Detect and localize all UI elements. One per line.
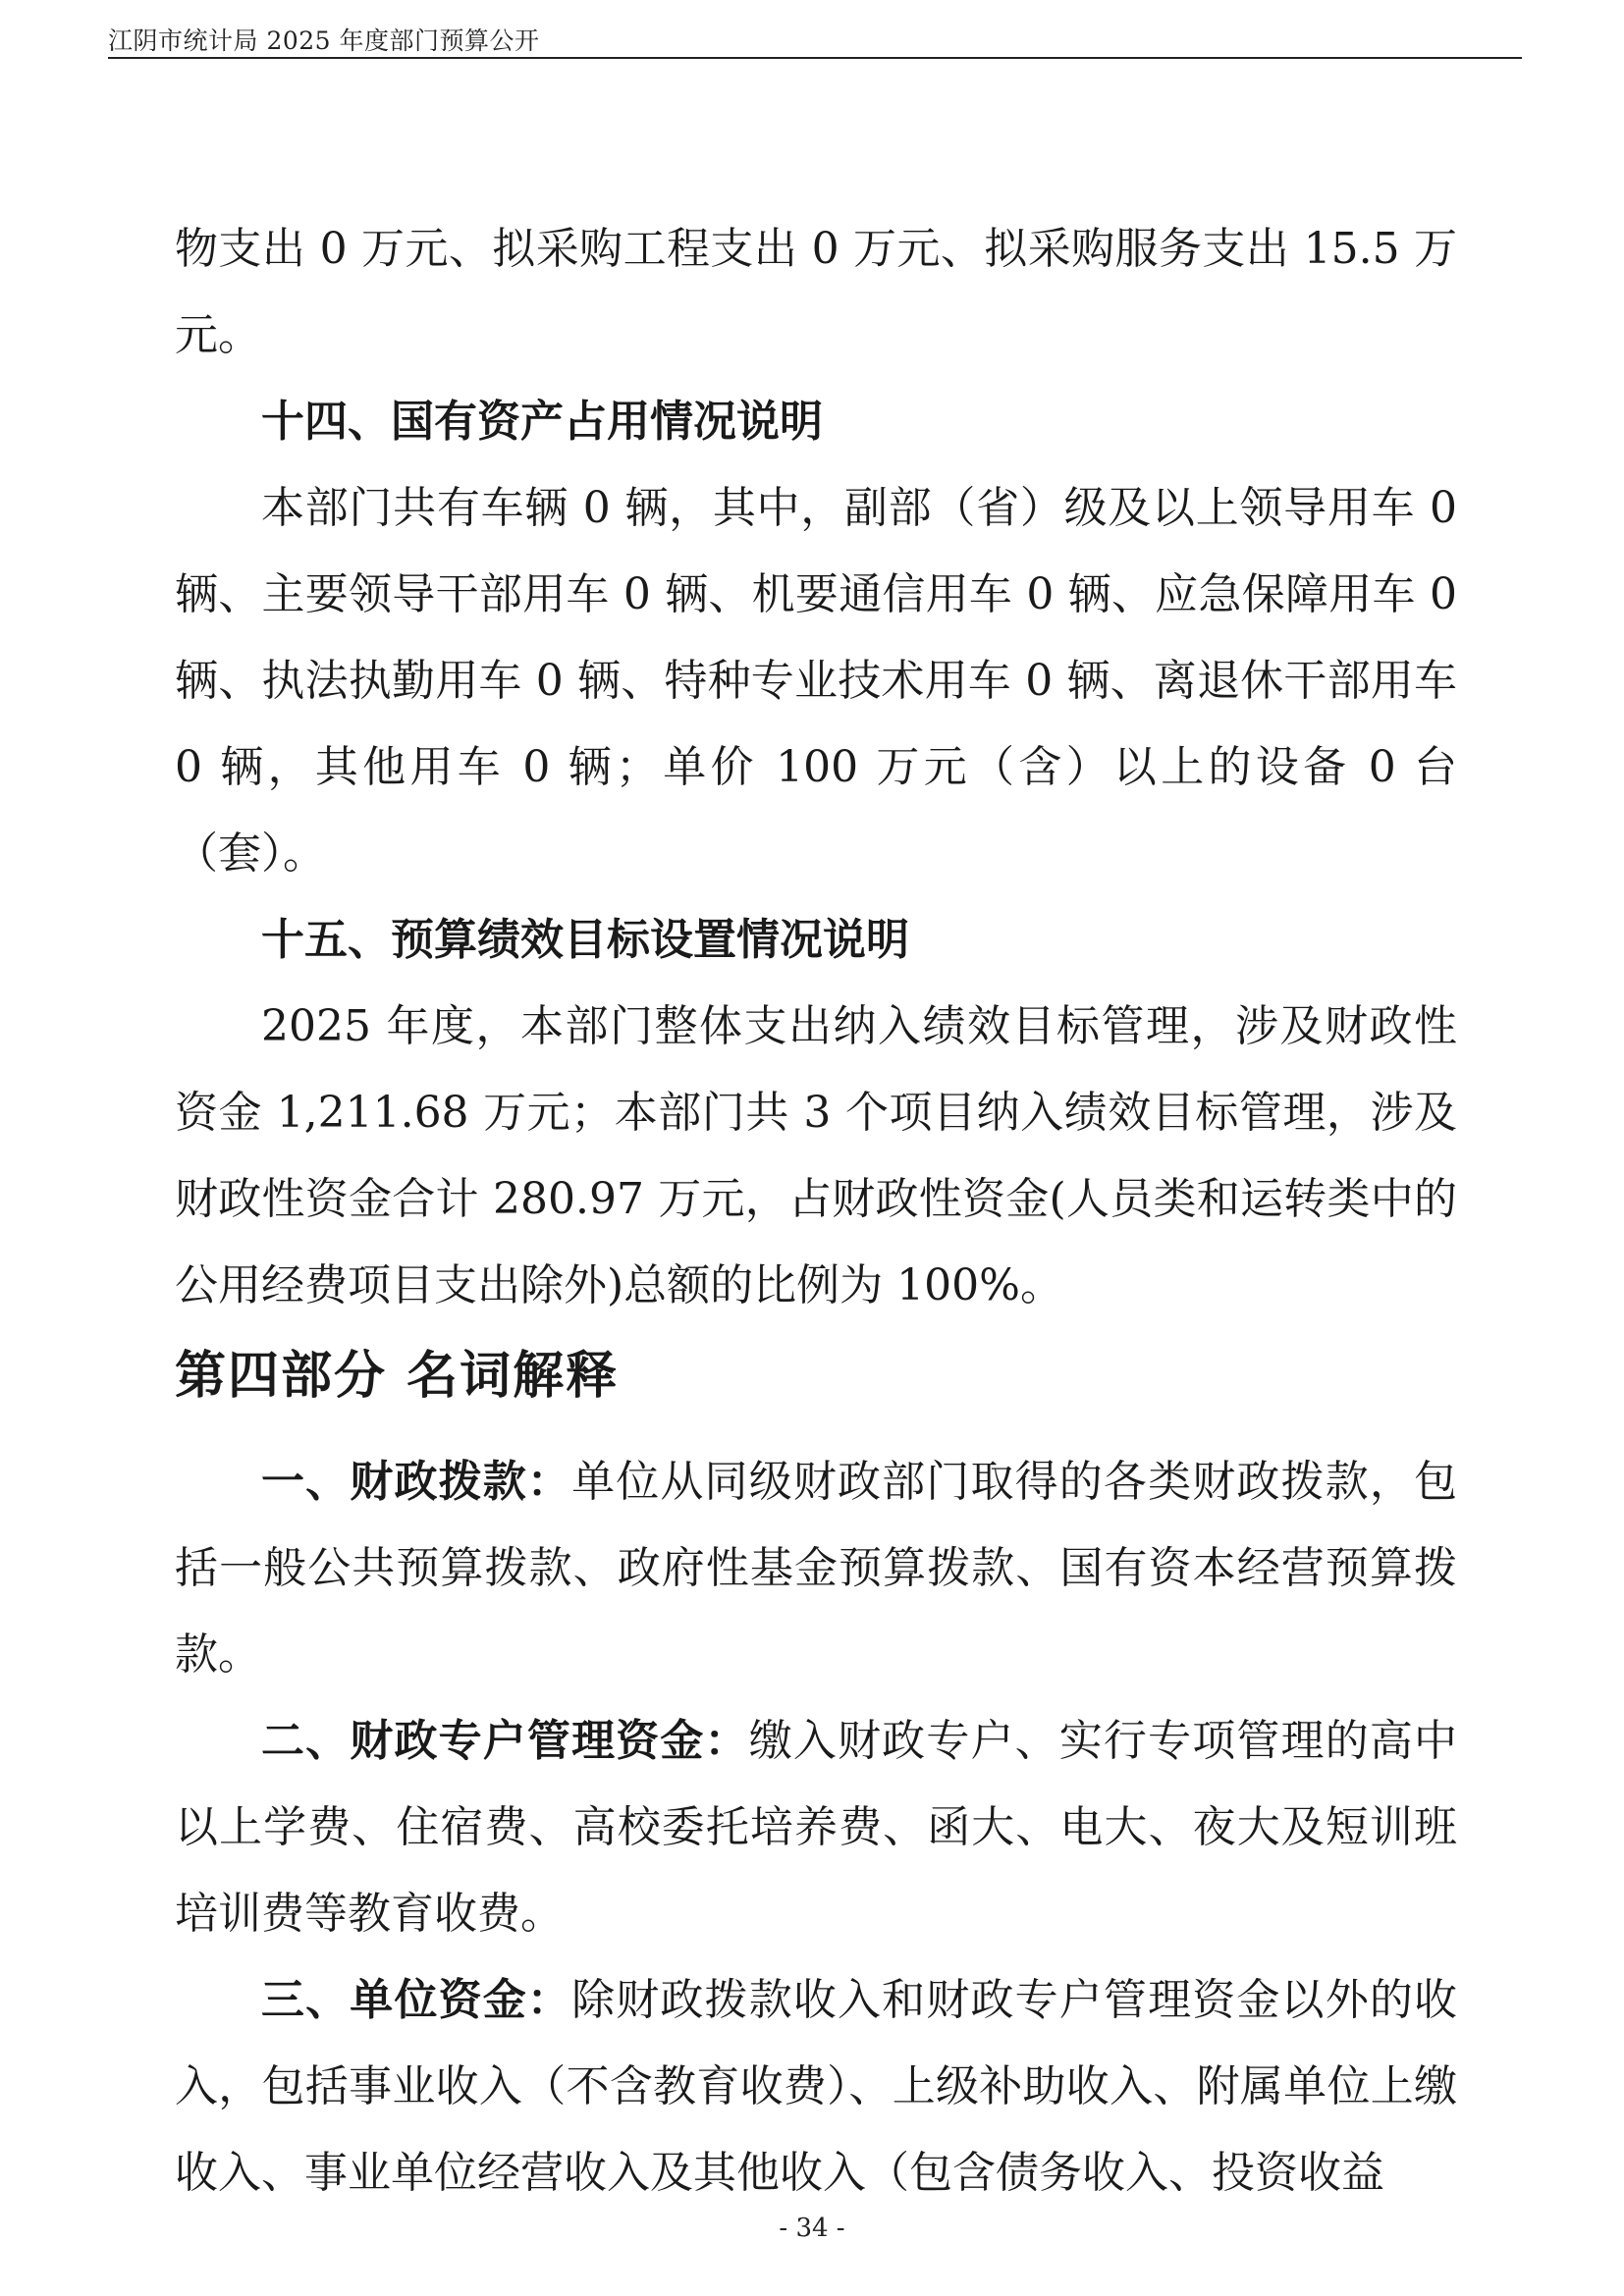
term-item xyxy=(175,1957,1457,2216)
section-heading-15: 十五、预算绩效目标设置情况说明 xyxy=(261,915,909,965)
paragraph-performance: 2025 年度，本部门整体支出纳入绩效目标管理，涉及财政性资金 1,211.68 万元；本部门共 3 个项目纳入绩效目标管理，涉及财政性资金合计 280.97 万元，占财政性资金(人员类和运转类中的公用经费项目支出除外)总额的比例为 100%。 xyxy=(175,1001,1457,1310)
term-definition: 除财政拨款收入和财政专户管理资金以外的收入，包括事业收入（不含教育收费）、上级补助收入、附属单位上缴收入、事业单位经营收入及其他收入（包含债务收入、投资收益 xyxy=(175,1975,1457,2198)
paragraph-procurement: 物支出 0 万元、拟采购工程支出 0 万元、拟采购服务支出 15.5 万元。 xyxy=(175,224,1457,360)
document-body xyxy=(175,206,1457,2216)
page-number: - 34 - xyxy=(779,2214,845,2243)
paragraph-assets: 本部门共有车辆 0 辆，其中，副部（省）级及以上领导用车 0 辆、主要领导干部用车 0 辆、机要通信用车 0 辆、应急保障用车 0 辆、执法执勤用车 0 辆、特种专业技术用车 0 辆、离退休干部用车 0 辆，其他用车 0 辆；单价 100 万元（含）以上的设备 0 台（套）。 xyxy=(175,483,1457,879)
term-item xyxy=(175,1439,1457,1698)
term-definition: 缴入财政专户、实行专项管理的高中以上学费、住宿费、高校委托培养费、函大、电大、夜大及短训班培训费等教育收费。 xyxy=(175,1716,1458,1939)
term-item xyxy=(175,1698,1457,1957)
term-label: 一、财政拨款： xyxy=(261,1457,572,1507)
term-definition: 单位从同级财政部门取得的各类财政拨款，包括一般公共预算拨款、政府性基金预算拨款、国有资本经营预算拨款。 xyxy=(175,1457,1457,1680)
term-label: 二、财政专户管理资金： xyxy=(261,1716,749,1766)
part-four-title: 第四部分 名词解释 xyxy=(175,1347,620,1406)
term-label: 三、单位资金： xyxy=(261,1975,572,2025)
header-rule xyxy=(108,57,1522,59)
page-header: 江阴市统计局 2025 年度部门预算公开 xyxy=(108,27,540,55)
section-heading-14: 十四、国有资产占用情况说明 xyxy=(261,397,823,447)
